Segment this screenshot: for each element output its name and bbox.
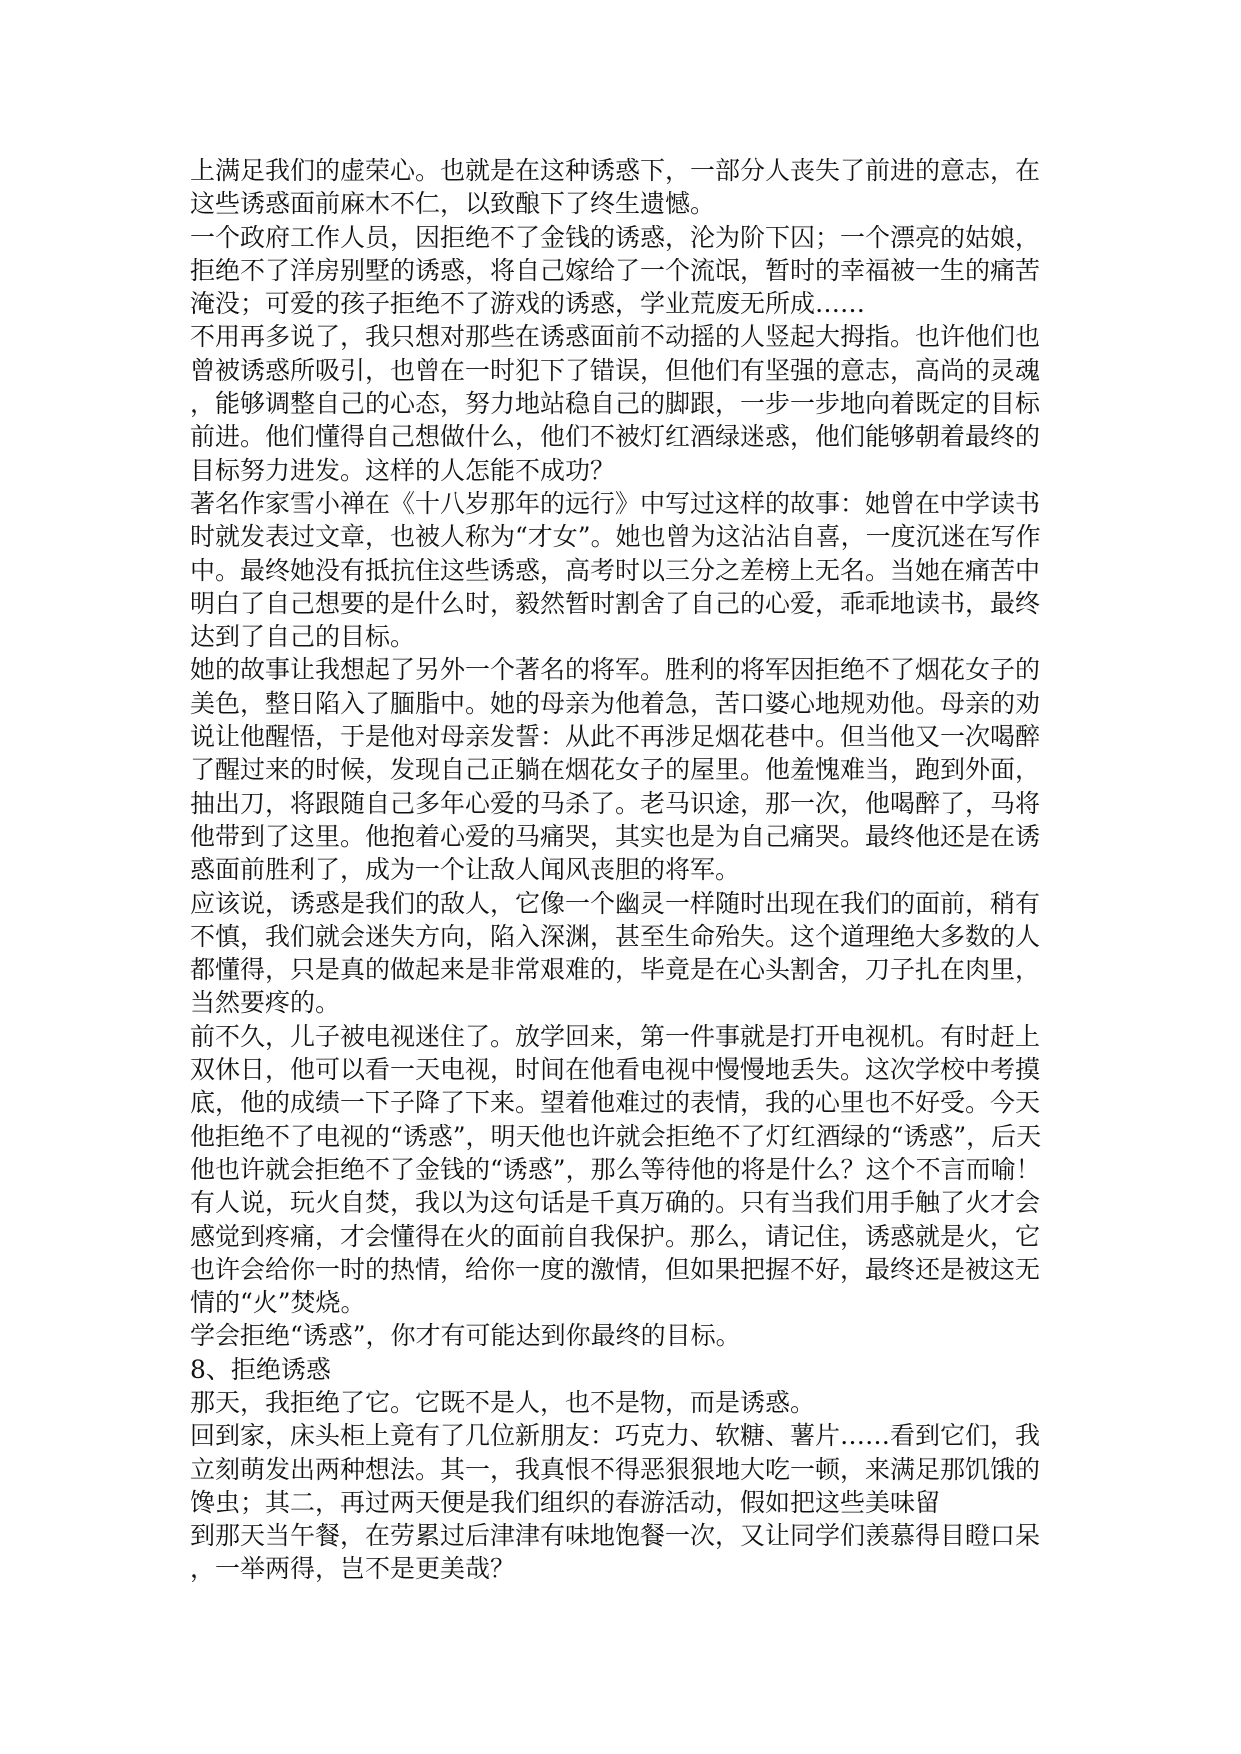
text-line: 时就发表过文章，也被人称为“才女”。她也曾为这沾沾自喜，一度沉迷在写作 [190, 522, 1041, 552]
text-line: 他带到了这里。他抱着心爱的马痛哭，其实也是为自己痛哭。最终他还是在诱 [190, 821, 1041, 851]
text-line: 到那天当午餐，在劳累过后津津有味地饱餐一次，又让同学们羡慕得目瞪口呆 [190, 1521, 1041, 1551]
text-line: 达到了自己的目标。 [190, 622, 416, 652]
text-line: 淹没；可爱的孩子拒绝不了游戏的诱惑，学业荒废无所成…… [190, 289, 866, 319]
text-line: 她的故事让我想起了另外一个著名的将军。胜利的将军因拒绝不了烟花女子的 [190, 655, 1041, 685]
text-line: 感觉到疼痛，才会懂得在火的面前自我保护。那么，请记住，诱惑就是火，它 [190, 1221, 1041, 1251]
text-line: 不慎，我们就会迷失方向，陷入深渊，甚至生命殆失。这个道理绝大多数的人 [190, 921, 1041, 951]
text-line: 也许会给你一时的热情，给你一度的激情，但如果把握不好，最终还是被这无 [190, 1254, 1041, 1284]
text-line: 前不久，儿子被电视迷住了。放学回来，第一件事就是打开电视机。有时赶上 [190, 1021, 1041, 1051]
text-line: 情的“火”焚烧。 [190, 1288, 366, 1318]
text-line: 惑面前胜利了，成为一个让敌人闻风丧胆的将军。 [190, 855, 741, 885]
text-line: 中。最终她没有抵抗住这些诱惑，高考时以三分之差榜上无名。当她在痛苦中 [190, 555, 1041, 585]
text-line: 了醒过来的时候，发现自己正躺在烟花女子的屋里。他羞愧难当，跑到外面， [190, 755, 1041, 785]
text-line: 有人说，玩火自焚，我以为这句话是千真万确的。只有当我们用手触了火才会 [190, 1188, 1041, 1218]
text-line: 都懂得，只是真的做起来是非常艰难的，毕竟是在心头割舍，刀子扎在肉里， [190, 955, 1041, 985]
text-line: 学会拒绝“诱惑”，你才有可能达到你最终的目标。 [190, 1321, 741, 1351]
text-line: ，一举两得，岂不是更美哉？ [190, 1554, 516, 1584]
text-line: 目标努力进发。这样的人怎能不成功？ [190, 455, 616, 485]
text-line: 回到家，床头柜上竟有了几位新朋友：巧克力、软糖、薯片……看到它们，我 [190, 1421, 1041, 1451]
text-line: 上满足我们的虚荣心。也就是在这种诱惑下，一部分人丧失了前进的意志，在 [190, 156, 1041, 185]
text-line: 前进。他们懂得自己想做什么，他们不被灯红酒绿迷惑，他们能够朝着最终的 [190, 422, 1041, 452]
section-heading: 8、拒绝诱惑 [190, 1354, 331, 1384]
text-line: 一个政府工作人员，因拒绝不了金钱的诱惑，沦为阶下囚；一个漂亮的姑娘， [190, 222, 1041, 252]
text-line: 抽出刀，将跟随自己多年心爱的马杀了。老马识途，那一次，他喝醉了，马将 [190, 788, 1041, 818]
text-line: 馋虫；其二，再过两天便是我们组织的春游活动，假如把这些美味留 [190, 1487, 941, 1517]
text-line: 双休日，他可以看一天电视，时间在他看电视中慢慢地丢失。这次学校中考摸 [190, 1055, 1041, 1085]
text-line: ，能够调整自己的心态，努力地站稳自己的脚跟，一步一步地向着既定的目标 [190, 389, 1041, 419]
text-line: 那天，我拒绝了它。它既不是人，也不是物，而是诱惑。 [190, 1387, 816, 1417]
text-line: 这些诱惑面前麻木不仁，以致酿下了终生遗憾。 [190, 189, 716, 219]
text-line: 著名作家雪小禅在《十八岁那年的远行》中写过这样的故事：她曾在中学读书 [190, 488, 1041, 518]
text-line: 美色，整日陷入了腼脂中。她的母亲为他着急，苦口婆心地规劝他。母亲的劝 [190, 688, 1041, 718]
text-line: 他也许就会拒绝不了金钱的“诱惑”，那么等待他的将是什么？这个不言而喻！ [190, 1154, 1041, 1184]
text-line: 应该说，诱惑是我们的敌人，它像一个幽灵一样随时出现在我们的面前，稍有 [190, 888, 1041, 918]
text-line: 说让他醒悟，于是他对母亲发誓：从此不再涉足烟花巷中。但当他又一次喝醉 [190, 722, 1041, 752]
text-line: 曾被诱惑所吸引，也曾在一时犯下了错误，但他们有坚强的意志，高尚的灵魂 [190, 355, 1041, 385]
text-line: 不用再多说了，我只想对那些在诱惑面前不动摇的人竖起大拇指。也许他们也 [190, 322, 1041, 352]
text-line: 他拒绝不了电视的“诱惑”，明天他也许就会拒绝不了灯红酒绿的“诱惑”，后天 [190, 1121, 1042, 1151]
document-body [190, 154, 1056, 1586]
text-line: 拒绝不了洋房别墅的诱惑，将自己嫁给了一个流氓，暂时的幸福被一生的痛苦 [190, 255, 1041, 285]
text-line: 底，他的成绩一下子降了下来。望着他难过的表情，我的心里也不好受。今天 [190, 1088, 1041, 1118]
text-line: 明白了自己想要的是什么时，毅然暂时割舍了自己的心爱，乖乖地读书，最终 [190, 588, 1041, 618]
text-line: 立刻萌发出两种想法。其一，我真恨不得恶狠狠地大吃一顿，来满足那饥饿的 [190, 1454, 1041, 1484]
text-line: 当然要疼的。 [190, 988, 341, 1018]
